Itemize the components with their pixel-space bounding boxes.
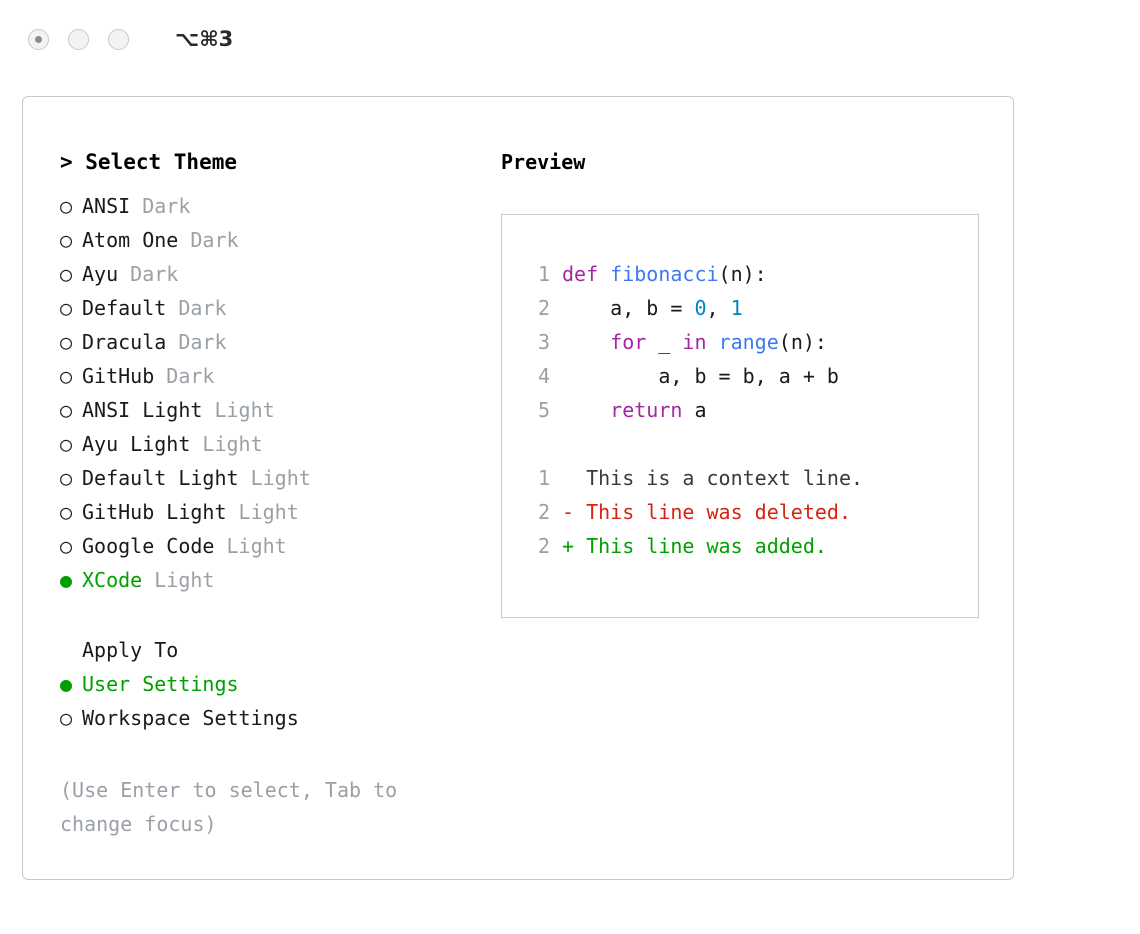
- theme-name-label: GitHub: [82, 364, 155, 388]
- radio-unselected-icon: ○: [60, 500, 73, 524]
- minimize-dot-icon[interactable]: [68, 29, 89, 50]
- code-token: fibonacci: [610, 262, 719, 286]
- radio-unselected-icon: ○: [60, 262, 73, 286]
- close-dot-icon[interactable]: [28, 29, 49, 50]
- theme-name-label: ANSI Light: [82, 398, 203, 422]
- radio-unselected-icon: ○: [60, 534, 73, 558]
- code-token: [707, 330, 719, 354]
- code-token: for: [610, 330, 647, 354]
- line-number: 5: [537, 398, 550, 422]
- preview-heading: Preview: [501, 150, 586, 174]
- theme-list-item[interactable]: [60, 325, 500, 359]
- theme-variant-label: Light: [238, 500, 299, 524]
- code-token: return: [610, 398, 683, 422]
- theme-variant-label: Dark: [178, 296, 227, 320]
- apply-to-item[interactable]: [60, 701, 500, 735]
- theme-variant-label: Dark: [178, 330, 227, 354]
- theme-name-label: Default: [82, 296, 167, 320]
- code-line: [522, 257, 978, 291]
- line-number: 1: [537, 466, 550, 490]
- code-token: (n):: [778, 330, 827, 354]
- window-titlebar: [0, 0, 1140, 78]
- preview-box: [501, 214, 979, 618]
- theme-name-label: Default Light: [82, 466, 239, 490]
- theme-list-item[interactable]: [60, 461, 500, 495]
- theme-list-item[interactable]: [60, 427, 500, 461]
- radio-unselected-icon: ○: [60, 432, 73, 456]
- theme-list: [60, 189, 500, 597]
- theme-list-item[interactable]: [60, 393, 500, 427]
- radio-unselected-icon: ○: [60, 466, 73, 490]
- code-token: 1: [730, 296, 743, 320]
- theme-variant-label: Dark: [166, 364, 215, 388]
- theme-name-label: Ayu: [82, 262, 119, 286]
- theme-variant-label: Light: [250, 466, 311, 490]
- code-sample: [522, 257, 978, 427]
- apply-to-label: User Settings: [82, 672, 239, 696]
- select-theme-heading: > Select Theme: [60, 150, 238, 174]
- maximize-dot-icon[interactable]: [108, 29, 129, 50]
- code-token: 0: [694, 296, 707, 320]
- theme-list-item[interactable]: [60, 563, 500, 597]
- line-number: 3: [537, 330, 550, 354]
- line-number: 4: [537, 364, 550, 388]
- theme-name-label: Atom One: [82, 228, 179, 252]
- theme-name-label: XCode: [82, 568, 143, 592]
- code-spacer: [522, 427, 978, 461]
- code-line: [522, 393, 978, 427]
- code-token: a, b = b, a + b: [562, 364, 839, 388]
- code-token: (n):: [718, 262, 767, 286]
- radio-selected-icon: ●: [60, 672, 73, 696]
- keyboard-shortcut-label: ⌥⌘3: [175, 27, 234, 51]
- diff-line: [522, 529, 978, 563]
- radio-unselected-icon: ○: [60, 398, 73, 422]
- diff-sample: [522, 461, 978, 563]
- theme-variant-label: Light: [154, 568, 215, 592]
- code-token: a, b =: [562, 296, 695, 320]
- code-token: [562, 398, 610, 422]
- keyboard-hint-text: (Use Enter to select, Tab to change focus): [60, 778, 410, 836]
- code-token: a: [682, 398, 707, 422]
- diff-text: This is a context line.: [562, 466, 864, 490]
- diff-line: [522, 495, 978, 529]
- radio-unselected-icon: ○: [60, 194, 73, 218]
- theme-list-item[interactable]: [60, 257, 500, 291]
- radio-unselected-icon: ○: [60, 296, 73, 320]
- theme-name-label: Ayu Light: [82, 432, 191, 456]
- apply-to-list: [60, 667, 500, 735]
- apply-to-label: Workspace Settings: [82, 706, 299, 730]
- radio-unselected-icon: ○: [60, 330, 73, 354]
- theme-list-item[interactable]: [60, 529, 500, 563]
- code-token: range: [718, 330, 779, 354]
- radio-unselected-icon: ○: [60, 228, 73, 252]
- theme-list-item[interactable]: [60, 495, 500, 529]
- theme-list-item[interactable]: [60, 291, 500, 325]
- line-number: 1: [537, 262, 550, 286]
- radio-unselected-icon: ○: [60, 706, 73, 730]
- diff-text: + This line was added.: [562, 534, 827, 558]
- code-token: def: [562, 262, 611, 286]
- diff-text: - This line was deleted.: [562, 500, 851, 524]
- main-panel: [22, 96, 1014, 880]
- preview-column: [501, 145, 1001, 618]
- apply-to-heading: Apply To: [82, 638, 179, 662]
- theme-variant-label: Light: [226, 534, 287, 558]
- radio-unselected-icon: ○: [60, 364, 73, 388]
- theme-variant-label: Dark: [142, 194, 191, 218]
- theme-list-item[interactable]: [60, 359, 500, 393]
- line-number: 2: [537, 534, 550, 558]
- line-number: 2: [537, 500, 550, 524]
- code-token: [562, 330, 610, 354]
- theme-selection-column: [60, 145, 500, 841]
- code-token: ,: [706, 296, 731, 320]
- code-line: [522, 325, 978, 359]
- theme-name-label: GitHub Light: [82, 500, 227, 524]
- theme-variant-label: Light: [214, 398, 275, 422]
- code-line: [522, 291, 978, 325]
- line-number: 2: [537, 296, 550, 320]
- theme-variant-label: Light: [202, 432, 263, 456]
- diff-line: [522, 461, 978, 495]
- code-line: [522, 359, 978, 393]
- apply-to-item[interactable]: [60, 667, 500, 701]
- theme-list-item[interactable]: [60, 223, 500, 257]
- theme-variant-label: Dark: [190, 228, 239, 252]
- theme-name-label: ANSI: [82, 194, 131, 218]
- radio-selected-icon: ●: [60, 568, 73, 592]
- theme-name-label: Dracula: [82, 330, 167, 354]
- theme-name-label: Google Code: [82, 534, 215, 558]
- theme-variant-label: Dark: [130, 262, 179, 286]
- code-token: in: [682, 330, 707, 354]
- code-token: _: [646, 330, 683, 354]
- theme-list-item[interactable]: [60, 189, 500, 223]
